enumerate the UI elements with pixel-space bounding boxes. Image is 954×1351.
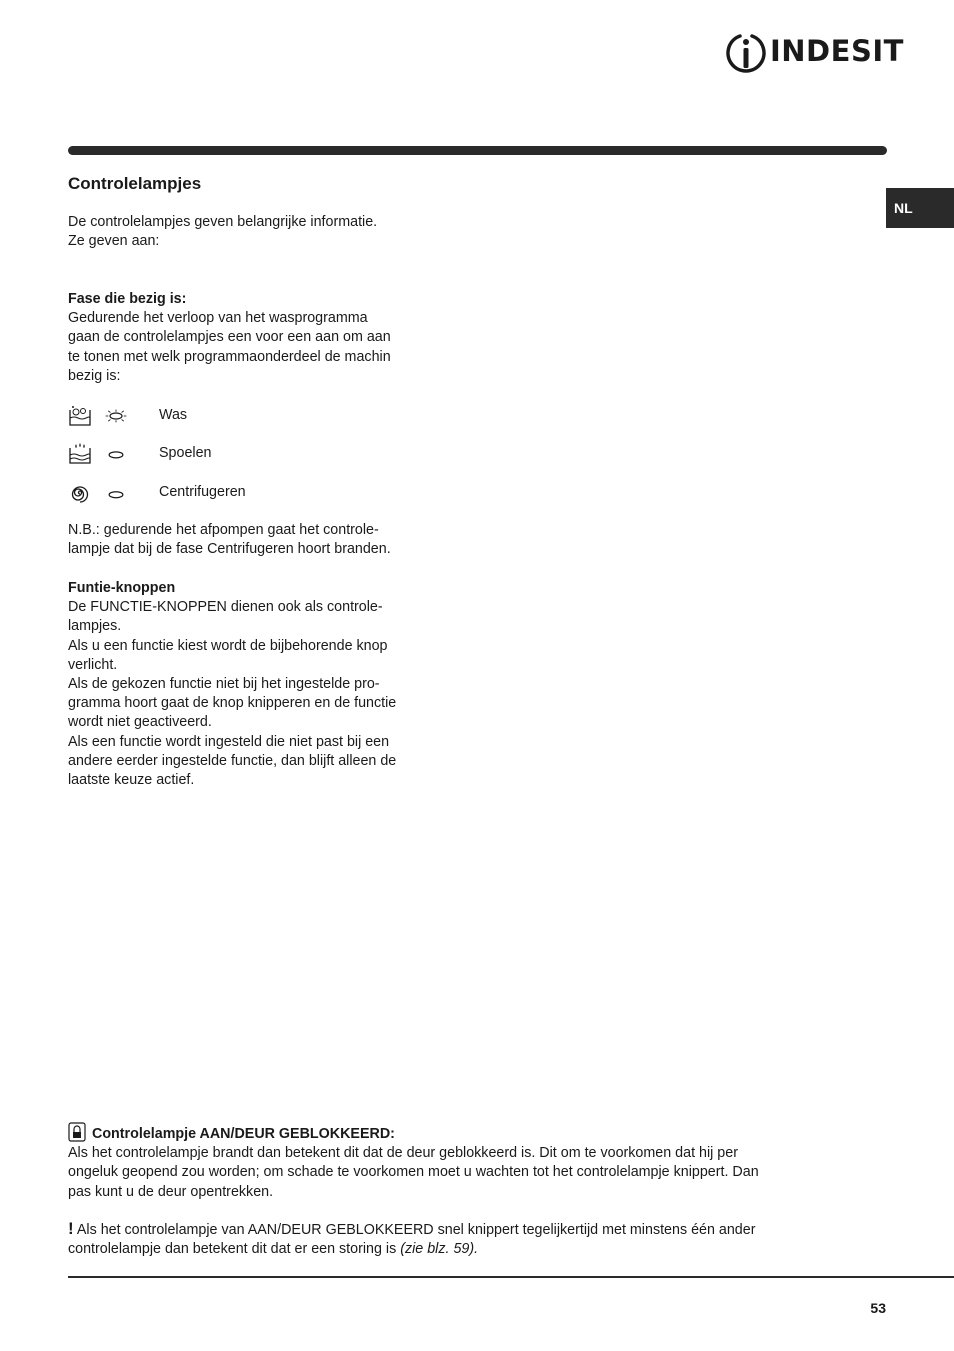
functions-line: Als een functie wordt ingesteld die niet past bij een <box>68 733 390 750</box>
page-number: 53 <box>870 1300 886 1316</box>
footer-rule <box>68 1276 954 1278</box>
lock-icon <box>68 1122 86 1142</box>
functions-line: gramma hoort gaat de knop knipperen en de functie <box>68 695 397 712</box>
phase-row-spin <box>68 481 368 507</box>
functions-line: wordt niet geactiveerd. <box>68 714 212 731</box>
functions-section <box>68 579 446 790</box>
functions-heading: Funtie-knoppen <box>68 580 176 596</box>
functions-line: verlicht. <box>68 656 118 673</box>
note-line: N.B.: gedurende het afpompen gaat het controle- <box>68 522 379 538</box>
door-lock-heading: Controlelampje AAN/DEUR GEBLOKKEERD: <box>92 1126 395 1142</box>
intro-line: Ze geven aan: <box>68 233 160 250</box>
header-rule <box>68 146 887 155</box>
wash-icon <box>68 404 92 428</box>
phase-heading: Fase die bezig is: <box>68 291 187 307</box>
phase-label: Was <box>159 407 188 423</box>
door-lock-line: Als het controlelampje brandt dan betekent dit dat de deur geblokkeerd is. Dit om te voorkomen dat hij per <box>68 1145 738 1162</box>
led-off-icon <box>104 485 128 501</box>
brand-i-icon <box>726 32 766 76</box>
door-lock-section <box>68 1122 860 1202</box>
spin-icon <box>68 481 92 505</box>
functions-line: andere eerder ingestelde functie, dan blijft alleen de <box>68 752 397 769</box>
phase-row-rinse <box>68 442 368 468</box>
phase-line: gaan de controlelampjes een voor een aan om aan <box>68 329 391 346</box>
page-title: Controlelampjes <box>68 174 202 193</box>
functions-line: lampjes. <box>68 618 122 635</box>
warning-note <box>68 1219 860 1259</box>
phase-label: Centrifugeren <box>159 484 246 500</box>
language-tab: NL <box>886 188 954 228</box>
intro-text <box>68 213 446 251</box>
brand-name: INDESIT <box>770 34 904 68</box>
brand-logo <box>726 32 904 76</box>
phase-section <box>68 290 446 386</box>
rinse-icon <box>68 442 92 466</box>
door-lock-line: pas kunt u de deur opentrekken. <box>68 1183 274 1200</box>
phase-row-wash <box>68 404 368 430</box>
led-lit-icon <box>104 408 128 424</box>
page-reference: (zie blz. 59). <box>400 1241 479 1258</box>
led-off-icon <box>104 446 128 462</box>
functions-line: laatste keuze actief. <box>68 772 195 789</box>
note-line: lampje dat bij de fase Centrifugeren hoort branden. <box>68 541 391 558</box>
phase-line: te tonen met welk programmaonderdeel de machin <box>68 348 391 365</box>
functions-line: De FUNCTIE-KNOPPEN dienen ook als controle- <box>68 599 383 616</box>
functions-line: Als de gekozen functie niet bij het ingestelde pro- <box>68 676 380 693</box>
phase-line: bezig is: <box>68 367 121 384</box>
door-lock-line: ongeluk geopend zou worden; om schade te voorkomen moet u wachten tot het controlelampje knippert. Dan <box>68 1164 759 1181</box>
warning-mark: ! <box>68 1219 74 1238</box>
functions-line: Als u een functie kiest wordt de bijbehorende knop <box>68 637 388 654</box>
phase-label: Spoelen <box>159 445 212 461</box>
warning-line: controlelampje dan betekent dit dat er een storing is <box>68 1241 401 1258</box>
phase-note <box>68 521 446 559</box>
warning-line: Als het controlelampje van AAN/DEUR GEBLOKKEERD snel knippert tegelijkertijd met minstens één ander <box>73 1222 756 1238</box>
phase-line: Gedurende het verloop van het wasprogramma <box>68 310 368 327</box>
intro-line: De controlelampjes geven belangrijke informatie. <box>68 214 378 230</box>
